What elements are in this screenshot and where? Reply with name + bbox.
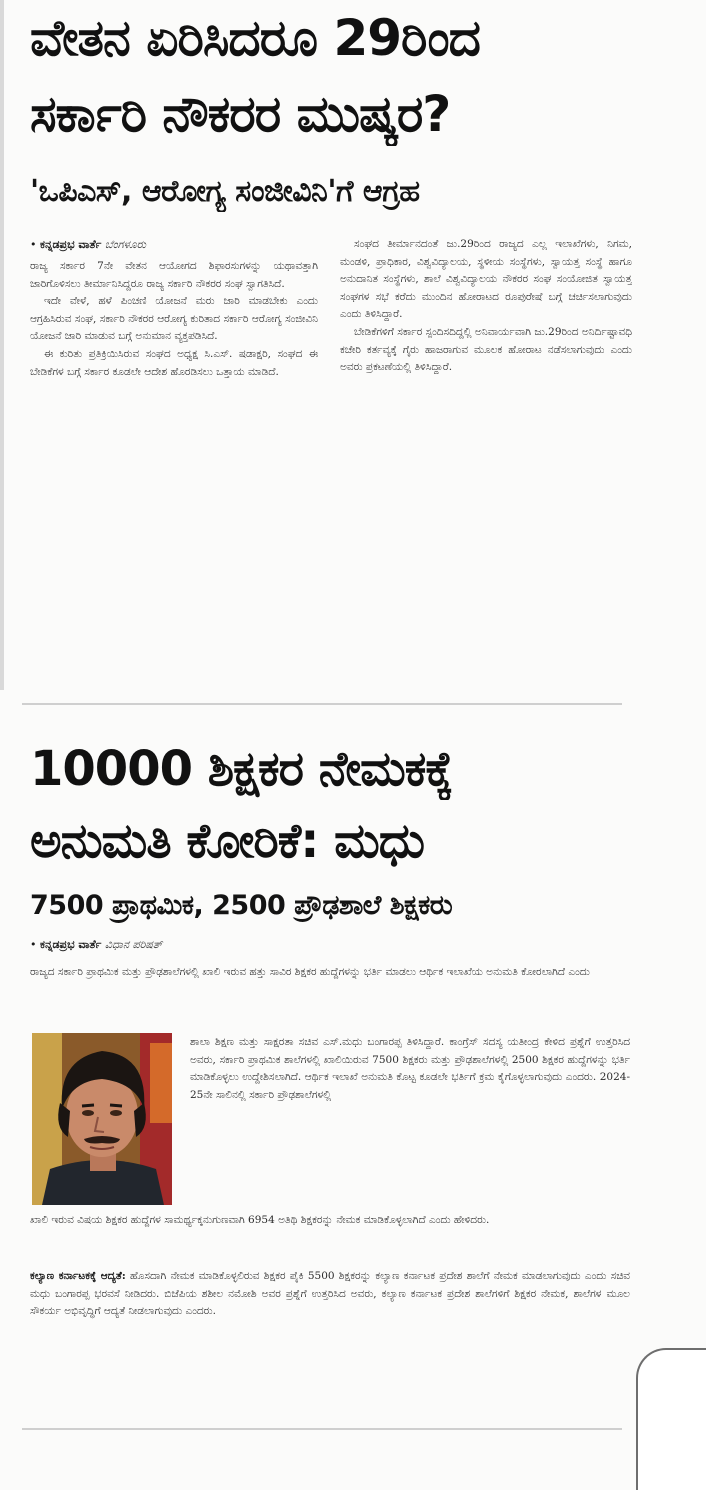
article2-paragraph-top: ರಾಜ್ಯದ ಸರ್ಕಾರಿ ಪ್ರಾಥಮಿಕ ಮತ್ತು ಪ್ರೌಢಶಾಲೆಗಳಲ್ಲಿ ಖಾಲಿ ಇರುವ ಹತ್ತು ಸಾವಿರ ಶಿಕ್ಷಕರ ಹುದ್ದೆಗಳನ್ನು ಭರ್ತಿ ಮಾಡಲು ಆರ್ಥಿಕ ಇಲಾಖೆಯ ಅನುಮತಿ ಕೋರಲಾಗಿದೆ ಎಂದು — [30, 966, 590, 978]
byline-place: ವಿಧಾನ ಪರಿಷತ್ — [104, 938, 163, 951]
byline-source: ಕನ್ನಡಪ್ರಭ ವಾರ್ತೆ — [40, 238, 102, 251]
byline-place: ಬೆಂಗಳೂರು — [104, 238, 146, 251]
article2-paragraph-bottom — [30, 1268, 630, 1413]
article1-byline: • ಕನ್ನಡಪ್ರಭ ವಾರ್ತೆ ಬೆಂಗಳೂರು — [30, 238, 146, 251]
column-rule — [0, 0, 4, 690]
paragraph-body: ಹೊಸದಾಗಿ ನೇಮಕ ಮಾಡಿಕೊಳ್ಳಲಿರುವ ಶಿಕ್ಷಕರ ಪೈಕಿ 5500 ಶಿಕ್ಷಕರನ್ನು ಕಲ್ಯಾಣ ಕರ್ನಾಟಕ ಪ್ರದೇಶ ಶಾಲೆಗೆ ನೇಮಕ ಮಾಡಲಾಗುವುದು ಎಂದು ಸಚಿವ ಮಧು ಬಂಗಾರಪ್ಪ ಭರವಸೆ ನೀಡಿದರು. ಬಿಜೆಪಿಯ ಶಶೀಲ ನಮೋಶಿ ಅವರ ಪ್ರಶ್ನೆಗೆ ಉತ್ತರಿಸಿದ ಅವರು, ಕಲ್ಯಾಣ ಕರ್ನಾಟಕ ಪ್ರದೇಶ ಶಾಲೆಗಳಿಗೆ ಶಿಕ್ಷಕರ ನೇಮಕ, ಶಾಲೆಗಳ ಮೂಲ ಸೌಕರ್ಯ ಅಭಿವೃದ್ಧಿಗೆ ಆದ್ಯತೆ ನೀಡಲಾಗುವುದು ಎಂದರು. — [30, 1270, 630, 1318]
article1-paragraph: ಬೇಡಿಕೆಗಳಿಗೆ ಸರ್ಕಾರ ಸ್ಪಂದಿಸದಿದ್ದಲ್ಲಿ ಅನಿವಾರ್ಯವಾಗಿ ಜು.29ರಿಂದ ಅನಿರ್ದಿಷ್ಟಾವಧಿ ಕಚೇರಿ ಕರ್ತವ್ಯಕ್ಕೆ ಗೈರು ಹಾಜರಾಗುವ ಮೂಲಕ ಹೋರಾಟ ನಡೆಸಲಾಗುವುದು ಎಂದು ಅವರು ಪ್ರಕಟಣೆಯಲ್ಲಿ ತಿಳಿಸಿದ್ದಾರೆ. — [340, 325, 632, 374]
article1-headline-line2: ಸರ್ಕಾರಿ ನೌಕರರ ಮುಷ್ಕರ? — [30, 85, 451, 143]
minister-portrait-photo — [32, 1033, 172, 1205]
overlay-corner-frame — [636, 1348, 706, 1490]
article1-paragraph: ಸಂಘದ ತೀರ್ಮಾನದಂತೆ ಜು.29ರಿಂದ ರಾಜ್ಯದ ಎಲ್ಲ ಇಲಾಖೆಗಳು, ನಿಗಮ, ಮಂಡಳಿ, ಪ್ರಾಧಿಕಾರ, ವಿಶ್ವವಿದ್ಯಾಲಯ, ಸ್ಥಳೀಯ ಸಂಸ್ಥೆಗಳು, ಸ್ವಾಯತ್ತ ಸಂಸ್ಥೆ ಹಾಗೂ ಅನುದಾನಿತ ಸಂಸ್ಥೆಗಳು, ಶಾಲೆ ವಿಶ್ವವಿದ್ಯಾಲಯ ನೌಕರರ ಸಂಘ ಸಂಯೋಜಿತ ಸ್ವಾಯತ್ತ ಸಂಘಗಳ ಸಭೆ ಕರೆದು ಮುಂದಿನ ಹೋರಾಟದ ರೂಪುರೇಷೆ ಬಗ್ಗೆ ಚರ್ಚಿಸಲಾಗುವುದು ಎಂದು ತಿಳಿಸಿದ್ದಾರೆ. — [340, 238, 632, 321]
byline-source: ಕನ್ನಡಪ್ರಭ ವಾರ್ತೆ — [40, 938, 102, 951]
article2-paragraph-beside-photo: ಶಾಲಾ ಶಿಕ್ಷಣ ಮತ್ತು ಸಾಕ್ಷರತಾ ಸಚಿವ ಎಸ್.ಮಧು ಬಂಗಾರಪ್ಪ ತಿಳಿಸಿದ್ದಾರೆ. ಕಾಂಗ್ರೆಸ್ ಸದಸ್ಯ ಯತೀಂದ್ರ ಕೇಳಿದ ಪ್ರಶ್ನೆಗೆ ಉತ್ತರಿಸಿದ ಅವರು, ಸರ್ಕಾರಿ ಪ್ರಾಥಮಿಕ ಶಾಲೆಗಳಲ್ಲಿ ಖಾಲಿಯಿರುವ 7500 ಶಿಕ್ಷಕರು ಮತ್ತು ಪ್ರೌಢಶಾಲೆಗಳಲ್ಲಿ 2500 ಶಿಕ್ಷಕರ ಹುದ್ದೆಗಳನ್ನು ಭರ್ತಿ ಮಾಡಿಕೊಳ್ಳಲು ಉದ್ದೇಶಿಸಲಾಗಿದೆ. ಆರ್ಥಿಕ ಇಲಾಖೆ ಅನುಮತಿ ಕೊಟ್ಟ ಕೂಡಲೇ ಭರ್ತಿಗೆ ಕ್ರಮ ಕೈಗೊಳ್ಳಲಾಗುವುದು ಎಂದರು. 2024-25ನೇ ಸಾಲಿನಲ್ಲಿ ಸರ್ಕಾರಿ ಪ್ರೌಢಶಾಲೆಗಳಲ್ಲಿ — [190, 1036, 630, 1101]
article1-paragraph: ರಾಜ್ಯ ಸರ್ಕಾರ 7ನೇ ವೇತನ ಆಯೋಗದ ಶಿಫಾರಸುಗಳನ್ನು ಯಥಾವತ್ತಾಗಿ ಜಾರಿಗೊಳಿಸಲು ತೀರ್ಮಾನಿಸಿದ್ದರೂ ರಾಜ್ಯ ಸರ್ಕಾರಿ ನೌಕರರ ಸಂಘ ಸ್ವಾಗತಿಸಿದೆ. — [30, 260, 318, 290]
article1-paragraph: ಇದೇ ವೇಳೆ, ಹಳೆ ಪಿಂಚಣಿ ಯೋಜನೆ ಮರು ಜಾರಿ ಮಾಡಬೇಕು ಎಂದು ಆಗ್ರಹಿಸಿರುವ ಸಂಘ, ಸರ್ಕಾರಿ ನೌಕರರ ಆರೋಗ್ಯ ಕುರಿತಾದ ಸರ್ಕಾರಿ ಆರೋಗ್ಯ ಸಂಜೀವಿನಿ ಯೋಜನೆ ಜಾರಿ ಮಾಡುವ ಬಗ್ಗೆ ಅನುಮಾನ ವ್ಯಕ್ತಪಡಿಸಿದೆ. — [30, 295, 318, 343]
paragraph-lead-in: ಕಲ್ಯಾಣ ಕರ್ನಾಟಕಕ್ಕೆ ಆದ್ಯತೆ: — [30, 1270, 126, 1282]
article1-subheadline: 'ಒಪಿಎಸ್, ಆರೋಗ್ಯ ಸಂಜೀವಿನಿ'ಗೆ ಆಗ್ರಹ — [30, 174, 420, 209]
article1-column-1 — [30, 258, 318, 686]
section-divider — [22, 1428, 622, 1430]
article2-headline-line2: ಅನುಮತಿ ಕೋರಿಕೆ: ಮಧು — [30, 813, 425, 869]
article1-headline-line1: ವೇತನ ಏರಿಸಿದರೂ 29ರಿಂದ — [30, 9, 480, 67]
article2-headline-line1: 10000 ಶಿಕ್ಷಕರ ನೇಮಕಕ್ಕೆ — [30, 741, 453, 797]
article2-subheadline: 7500 ಪ್ರಾಥಮಿಕ, 2500 ಪ್ರೌಢಶಾಲೆ ಶಿಕ್ಷಕರು — [30, 890, 453, 921]
article1-paragraph: ಈ ಕುರಿತು ಪ್ರತಿಕ್ರಿಯಿಸಿರುವ ಸಂಘದ ಅಧ್ಯಕ್ಷ ಸಿ.ಎಸ್. ಷಡಾಕ್ಷರಿ, ಸಂಘದ ಈ ಬೇಡಿಕೆಗಳ ಬಗ್ಗೆ ಸರ್ಕಾರ ಕೂಡಲೇ ಆದೇಶ ಹೊರಡಿಸಲು ಒತ್ತಾಯ ಮಾಡಿದೆ. — [30, 347, 318, 378]
section-divider — [22, 703, 622, 705]
article2-paragraph-below-photo: ಖಾಲಿ ಇರುವ ವಿಷಯ ಶಿಕ್ಷಕರ ಹುದ್ದೆಗಳ ಸಾಮರ್ಥ್ಯಕ್ಕನುಗುಣವಾಗಿ 6954 ಅತಿಥಿ ಶಿಕ್ಷಕರನ್ನು ನೇಮಕ ಮಾಡಿಕೊಳ್ಳಲಾಗಿದೆ ಎಂದು ಹೇಳಿದರು. — [30, 1214, 490, 1226]
article2-byline: • ಕನ್ನಡಪ್ರಭ ವಾರ್ತೆ ವಿಧಾನ ಪರಿಷತ್ — [30, 938, 163, 951]
article1-column-2 — [340, 236, 632, 686]
